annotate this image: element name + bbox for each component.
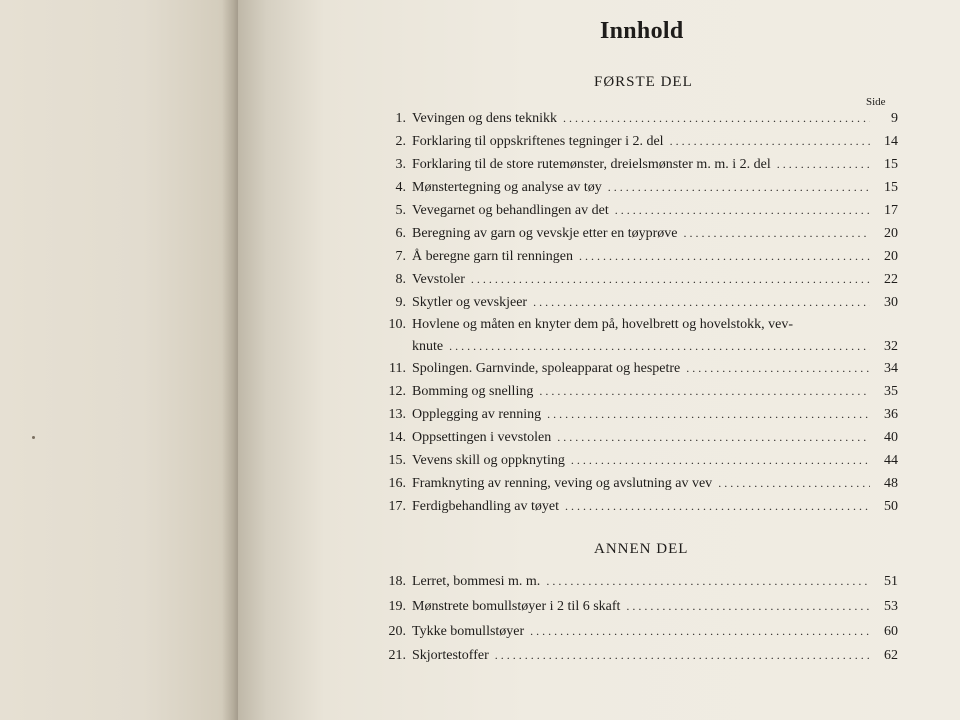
toc-entry (372, 571, 898, 591)
toc-entry-title: Lerret, bommesi m. m. (412, 574, 541, 589)
dot-leader (686, 358, 870, 378)
toc-entry-page: 35 (884, 384, 898, 399)
toc-entry-page: 48 (884, 476, 898, 491)
toc-entry (372, 336, 898, 356)
toc-entry-title: Vevstoler (412, 272, 465, 287)
toc-entry (372, 596, 898, 616)
toc-entry (372, 292, 898, 312)
dot-leader (533, 292, 870, 312)
toc-entry-number: 8. (395, 272, 406, 287)
toc-entry-number: 18. (388, 574, 406, 589)
dot-leader (563, 108, 870, 128)
toc-entry-title: Skytler og vevskjeer (412, 295, 528, 310)
toc-entry-title: Opplegging av renning (412, 407, 542, 422)
dot-leader (670, 131, 870, 151)
toc-entry (372, 358, 898, 378)
dot-leader (684, 223, 870, 243)
toc-entry-number: 14. (388, 430, 406, 445)
dot-leader (546, 571, 870, 591)
toc-entry-title: Spolingen. Garnvinde, spoleapparat og hespetre (412, 361, 681, 376)
toc-entry-title-continued: knute (412, 339, 444, 354)
toc-entry-number: 17. (388, 499, 406, 514)
dot-leader (495, 645, 870, 665)
toc-entry-page: 17 (884, 203, 898, 218)
toc-entry-number: 15. (388, 453, 406, 468)
page-column-label: Side (866, 96, 886, 108)
page-title: Innhold (600, 18, 684, 44)
toc-entry-page: 32 (884, 339, 898, 354)
toc-entry-title: Oppsettingen i vevstolen (412, 430, 552, 445)
toc-entry-number: 20. (388, 624, 406, 639)
toc-entry-page: 9 (891, 111, 898, 126)
toc-entry-title: Forklaring til oppskriftenes tegninger i 2. del (412, 134, 664, 149)
toc-entry-page: 44 (884, 453, 898, 468)
toc-entry-page: 15 (884, 180, 898, 195)
section-heading-part-2: ANNEN DEL (594, 541, 689, 557)
page-speck (32, 436, 35, 439)
toc-entry-number: 7. (395, 249, 406, 264)
dot-leader (539, 381, 870, 401)
toc-entry (372, 427, 898, 447)
toc-entry-number: 6. (395, 226, 406, 241)
toc-entry-title: Skjortestoffer (412, 648, 489, 663)
toc-entry-number: 9. (395, 295, 406, 310)
dot-leader (777, 154, 870, 174)
toc-entry-page: 50 (884, 499, 898, 514)
toc-entry (372, 223, 898, 243)
toc-entry-number: 10. (388, 317, 406, 332)
toc-entry-title: Framknyting av renning, veving og avslutning av vev (412, 476, 713, 491)
toc-entry-page: 20 (884, 226, 898, 241)
toc-entry-number: 12. (388, 384, 406, 399)
toc-entry (372, 450, 898, 470)
toc-entry-number: 11. (389, 361, 406, 376)
toc-entry-title: Vevens skill og oppknyting (412, 453, 565, 468)
toc-entry-page: 60 (884, 624, 898, 639)
dot-leader (579, 246, 870, 266)
toc-entry-title: Bomming og snelling (412, 384, 534, 399)
toc-entry-number: 5. (395, 203, 406, 218)
toc-entry (372, 381, 898, 401)
toc-entry (372, 404, 898, 424)
dot-leader (547, 404, 870, 424)
dot-leader (571, 450, 870, 470)
toc-entry-number: 16. (388, 476, 406, 491)
toc-entry-title: Mønstrete bomullstøyer i 2 til 6 skaft (412, 599, 621, 614)
toc-entry-title: Mønstertegning og analyse av tøy (412, 180, 602, 195)
toc-entry-title: Tykke bomullstøyer (412, 624, 525, 639)
toc-entry-page: 14 (884, 134, 898, 149)
toc-entry (372, 473, 898, 493)
dot-leader (608, 177, 870, 197)
toc-entry (372, 131, 898, 151)
toc-entry-page: 40 (884, 430, 898, 445)
toc-entry-line (372, 315, 793, 335)
toc-entry-page: 30 (884, 295, 898, 310)
toc-entry-page: 53 (884, 599, 898, 614)
toc-entry-number: 19. (388, 599, 406, 614)
dot-leader (471, 269, 870, 289)
dot-leader (449, 336, 870, 356)
toc-entry-title: Hovlene og måten en knyter dem på, hovelbrett og hovelstokk, vev- (412, 317, 794, 332)
toc-entry-number: 3. (395, 157, 406, 172)
toc-entry-page: 34 (884, 361, 898, 376)
section-heading-part-1: FØRSTE DEL (594, 74, 693, 90)
dot-leader (557, 427, 870, 447)
left-page (0, 0, 238, 720)
toc-entry-title: Beregning av garn og vevskje etter en tøyprøve (412, 226, 678, 241)
dot-leader (718, 473, 870, 493)
toc-entry (372, 246, 898, 266)
toc-entry (372, 496, 898, 516)
toc-entry-page: 15 (884, 157, 898, 172)
toc-entry-title: Å beregne garn til renningen (412, 249, 573, 264)
dot-leader (565, 496, 870, 516)
toc-entry-number: 21. (388, 648, 406, 663)
toc-entry-page: 36 (884, 407, 898, 422)
toc-entry-number: 4. (395, 180, 406, 195)
dot-leader (626, 596, 870, 616)
toc-entry (372, 154, 898, 174)
toc-entry-title: Ferdigbehandling av tøyet (412, 499, 559, 514)
dot-leader (615, 200, 870, 220)
toc-entry (372, 621, 898, 641)
toc-entry (372, 269, 898, 289)
toc-entry-page: 20 (884, 249, 898, 264)
toc-entry-title: Forklaring til de store rutemønster, dreielsmønster m. m. i 2. del (412, 157, 771, 172)
toc-entry-page: 62 (884, 648, 898, 663)
toc-entry-page: 22 (884, 272, 898, 287)
toc-entry-title: Vevingen og dens teknikk (412, 111, 558, 126)
toc-entry (372, 108, 898, 128)
toc-entry-number: 13. (388, 407, 406, 422)
toc-entry-page: 51 (884, 574, 898, 589)
toc-entry (372, 645, 898, 665)
toc-entry (372, 200, 898, 220)
toc-entry-number: 1. (395, 111, 406, 126)
toc-entry-number: 2. (395, 134, 406, 149)
toc-entry-title: Vevegarnet og behandlingen av det (412, 203, 609, 218)
toc-entry (372, 177, 898, 197)
dot-leader (530, 621, 870, 641)
